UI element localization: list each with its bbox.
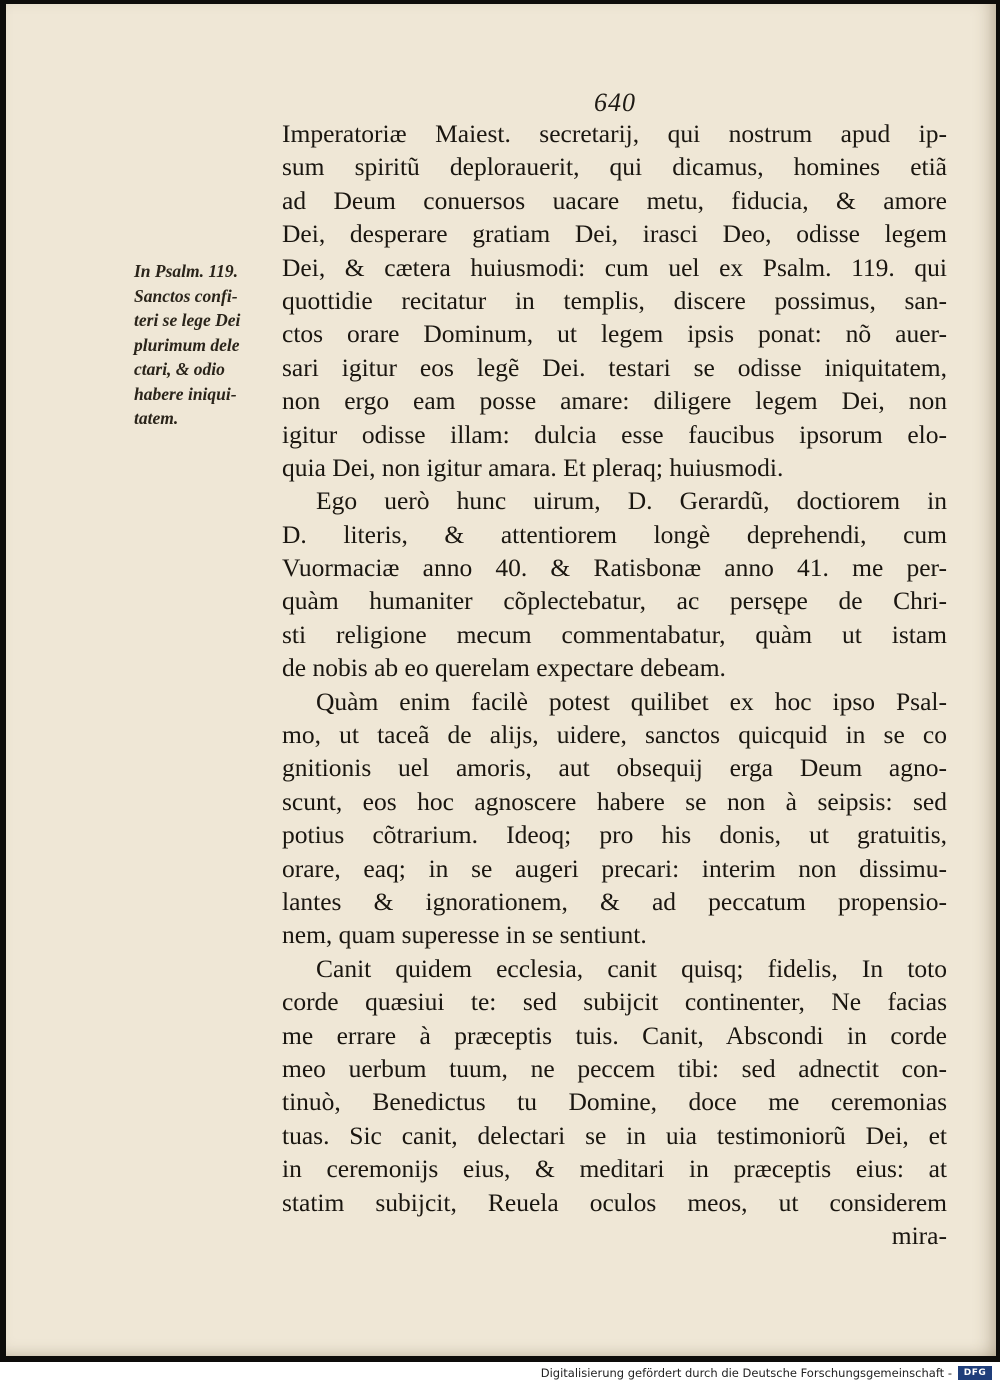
digitization-footer bbox=[0, 1362, 1000, 1385]
text-line: Quàm enim facilè potest quilibet ex hoc ipso Psal- bbox=[316, 686, 947, 716]
text-line: de nobis ab eo querelam expectare debeam. bbox=[282, 653, 726, 683]
text-line: statim subijcit, Reuela oculos meos, ut considerem bbox=[282, 1187, 947, 1217]
marginal-note-line: tatem. bbox=[134, 408, 179, 428]
text-line: Ego uerò hunc uirum, D. Gerardũ, doctiorem in bbox=[316, 486, 947, 516]
text-line: in ceremonijs eius, & meditari in præceptis eius: at bbox=[282, 1154, 947, 1184]
marginal-note-line: teri se lege Dei bbox=[134, 310, 241, 330]
text-line: gnitionis uel amoris, aut obsequij erga Deum agno- bbox=[282, 753, 947, 783]
text-line: me errare à præceptis tuis. Canit, Abscondi in corde bbox=[282, 1020, 947, 1050]
text-line: quottidie recitatur in templis, discere possimus, san- bbox=[282, 285, 947, 315]
page-number: 640 bbox=[594, 88, 636, 117]
text-line: orare, eaq; in se augeri precari: interim non dissimu- bbox=[282, 853, 947, 883]
text-line: potius cõtrarium. Ideoq; pro his donis, ut gratuitis, bbox=[282, 820, 947, 850]
text-line: D. literis, & attentiorem longè deprehendi, cum bbox=[282, 519, 947, 549]
text-line: igitur odisse illam: dulcia esse faucibus ipsorum elo- bbox=[282, 419, 947, 449]
marginal-note-line: plurimum dele bbox=[134, 334, 240, 355]
text-line: sum spiritũ deplorauerit, qui dicamus, homines etiã bbox=[282, 152, 947, 182]
text-line: sti religione mecum commentabatur, quàm ut istam bbox=[282, 619, 947, 649]
text-line: ctos orare Dominum, ut legem ipsis ponat: nõ auer- bbox=[282, 319, 947, 349]
text-line: nem, quam superesse in se sentiunt. bbox=[282, 920, 647, 950]
text-line: corde quæsiui te: sed subijcit continenter, Ne facias bbox=[282, 987, 947, 1017]
text-line: ad Deum conuersos uacare metu, fiducia, & amore bbox=[282, 185, 947, 215]
catchword: mira- bbox=[891, 1220, 947, 1250]
text-line: sari igitur eos legẽ Dei. testari se odisse iniquitatem, bbox=[282, 352, 947, 382]
body-text bbox=[282, 117, 947, 1252]
text-line: meo uerbum tuum, ne peccem tibi: sed adnectit con- bbox=[282, 1053, 947, 1083]
text-line: non ergo eam posse amare: diligere legem Dei, non bbox=[282, 386, 947, 416]
text-line: Dei, desperare gratiam Dei, irasci Deo, odisse legem bbox=[282, 219, 947, 249]
text-line: Canit quidem ecclesia, canit quisq; fidelis, In toto bbox=[316, 953, 947, 983]
dfg-logo: DFG bbox=[958, 1366, 992, 1380]
text-line: mo, ut taceã de alijs, uidere, sanctos quicquid in se co bbox=[282, 720, 947, 750]
text-line: quia Dei, non igitur amara. Et pleraq; huiusmodi. bbox=[282, 452, 784, 482]
marginal-note-line: ctari, & odio bbox=[134, 359, 225, 379]
marginal-note bbox=[134, 259, 274, 431]
text-line: quàm humaniter cõplectebatur, ac persępe de Chri- bbox=[282, 586, 947, 616]
text-line: Dei, & cætera huiusmodi: cum uel ex Psalm. 119. qui bbox=[282, 252, 947, 282]
marginal-note-line: habere iniqui- bbox=[134, 383, 237, 404]
text-line: tuas. Sic canit, delectari se in uia testimoniorũ Dei, et bbox=[282, 1120, 947, 1150]
text-line: Imperatoriæ Maiest. secretarij, qui nostrum apud ip- bbox=[282, 119, 947, 148]
marginal-note-line: In Psalm. 119. bbox=[134, 261, 239, 281]
text-line: Vuormaciæ anno 40. & Ratisbonæ anno 41. me per- bbox=[282, 553, 947, 583]
marginal-note-line: Sanctos confi- bbox=[134, 285, 238, 306]
text-line: lantes & ignorationem, & ad peccatum propensio- bbox=[282, 886, 947, 916]
funding-credit: Digitalisierung gefördert durch die Deutsche Forschungsgemeinschaft - bbox=[540, 1366, 952, 1380]
text-line: scunt, eos hoc agnoscere habere se non à seipsis: sed bbox=[282, 786, 947, 816]
book-page bbox=[6, 4, 996, 1356]
text-line: tinuò, Benedictus tu Domine, doce me ceremonias bbox=[282, 1087, 947, 1117]
